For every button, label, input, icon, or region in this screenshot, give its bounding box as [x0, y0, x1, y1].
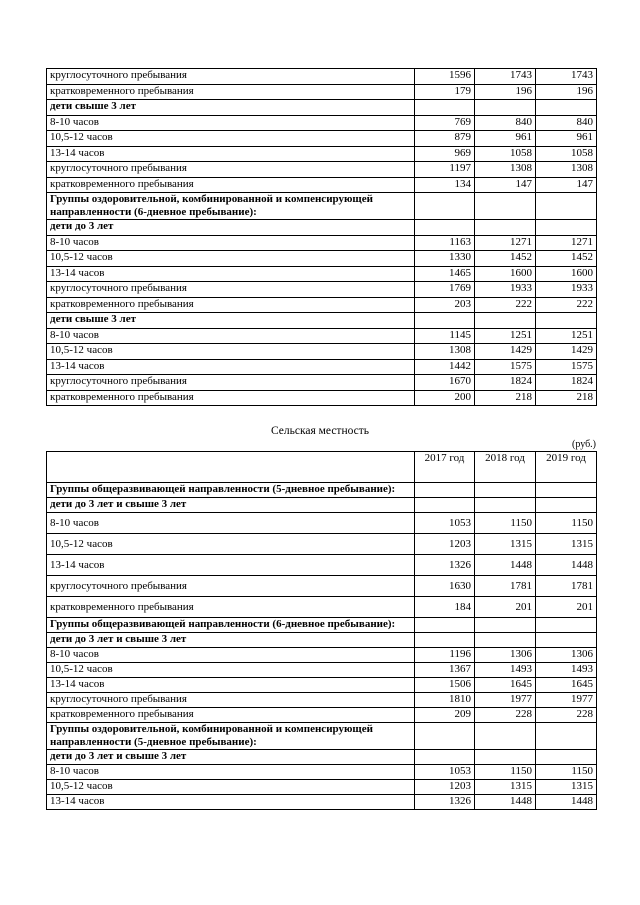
value-cell: 1203 [415, 534, 475, 555]
value-cell [415, 483, 475, 498]
row-label: кратковременного пребывания [47, 177, 415, 193]
value-cell [536, 618, 597, 633]
group-label: дети до 3 лет [47, 220, 415, 236]
row-label: кратковременного пребывания [47, 708, 415, 723]
value-cell: 1645 [475, 678, 536, 693]
value-cell: 1429 [536, 344, 597, 360]
row-label: круглосуточного пребывания [47, 576, 415, 597]
value-cell: 1769 [415, 282, 475, 298]
value-cell: 1448 [475, 795, 536, 810]
value-cell [536, 100, 597, 116]
rural-tariff-table [46, 451, 597, 810]
value-cell: 1197 [415, 162, 475, 178]
value-cell: 147 [475, 177, 536, 193]
group-label: дети до 3 лет и свыше 3 лет [47, 633, 415, 648]
value-cell [475, 618, 536, 633]
value-cell: 1326 [415, 795, 475, 810]
value-cell: 1150 [475, 765, 536, 780]
group-label: дети свыше 3 лет [47, 313, 415, 329]
group-header-row [47, 723, 597, 750]
value-cell: 222 [536, 297, 597, 313]
row-label: круглосуточного пребывания [47, 162, 415, 178]
value-cell [475, 750, 536, 765]
group-header-row [47, 100, 597, 116]
row-label: 10,5-12 часов [47, 780, 415, 795]
header-empty-cell [47, 452, 415, 483]
value-cell: 1315 [536, 534, 597, 555]
value-cell [475, 100, 536, 116]
table2-header [47, 452, 597, 483]
group-header-row [47, 193, 597, 220]
table-row [47, 177, 597, 193]
currency-unit: (руб.) [572, 439, 596, 450]
value-cell: 1452 [536, 251, 597, 267]
value-cell: 1367 [415, 663, 475, 678]
table-row [47, 678, 597, 693]
value-cell [475, 633, 536, 648]
group-label: Группы оздоровительной, комбинированной и компенсирующей направленности (5-дневное пребывание): [47, 723, 415, 750]
table-row [47, 597, 597, 618]
value-cell: 1308 [475, 162, 536, 178]
row-label: 8-10 часов [47, 513, 415, 534]
value-cell: 1977 [536, 693, 597, 708]
table-row [47, 534, 597, 555]
table-row [47, 131, 597, 147]
value-cell: 1306 [475, 648, 536, 663]
value-cell [536, 633, 597, 648]
table-row [47, 359, 597, 375]
value-cell [415, 618, 475, 633]
value-cell [475, 498, 536, 513]
value-cell [536, 313, 597, 329]
value-cell: 1448 [536, 555, 597, 576]
value-cell: 1465 [415, 266, 475, 282]
value-cell: 1306 [536, 648, 597, 663]
value-cell [475, 483, 536, 498]
value-cell: 1429 [475, 344, 536, 360]
value-cell: 1271 [475, 235, 536, 251]
group-label: Группы оздоровительной, комбинированной и компенсирующей направленности (6-дневное пребывание): [47, 193, 415, 220]
value-cell [475, 723, 536, 750]
row-label: 10,5-12 часов [47, 534, 415, 555]
tariff-table-continued [46, 68, 597, 406]
value-cell: 1575 [536, 359, 597, 375]
value-cell: 1196 [415, 648, 475, 663]
value-cell: 1824 [536, 375, 597, 391]
row-label: 13-14 часов [47, 146, 415, 162]
value-cell: 1933 [475, 282, 536, 298]
value-cell: 1645 [536, 678, 597, 693]
value-cell: 1600 [475, 266, 536, 282]
value-cell: 879 [415, 131, 475, 147]
table-row [47, 235, 597, 251]
value-cell: 1600 [536, 266, 597, 282]
value-cell: 1058 [536, 146, 597, 162]
value-cell: 1448 [475, 555, 536, 576]
row-label: 8-10 часов [47, 648, 415, 663]
group-header-row [47, 618, 597, 633]
group-header-row [47, 483, 597, 498]
value-cell: 1326 [415, 555, 475, 576]
value-cell [475, 220, 536, 236]
value-cell: 1150 [475, 513, 536, 534]
group-label: дети до 3 лет и свыше 3 лет [47, 750, 415, 765]
value-cell: 1330 [415, 251, 475, 267]
value-cell: 1933 [536, 282, 597, 298]
column-header: 2019 год [536, 452, 597, 483]
value-cell: 1150 [536, 765, 597, 780]
value-cell [536, 723, 597, 750]
table-row [47, 648, 597, 663]
row-label: 13-14 часов [47, 678, 415, 693]
row-label: кратковременного пребывания [47, 297, 415, 313]
table1-body [47, 69, 597, 406]
value-cell: 1053 [415, 765, 475, 780]
value-cell: 769 [415, 115, 475, 131]
value-cell [415, 220, 475, 236]
table-row [47, 708, 597, 723]
table-row [47, 282, 597, 298]
value-cell: 1271 [536, 235, 597, 251]
table-row [47, 765, 597, 780]
column-header: 2017 год [415, 452, 475, 483]
value-cell: 1053 [415, 513, 475, 534]
row-label: 13-14 часов [47, 795, 415, 810]
value-cell: 147 [536, 177, 597, 193]
table-row [47, 663, 597, 678]
section-title: Сельская местность [270, 425, 370, 437]
value-cell: 1315 [475, 534, 536, 555]
value-cell: 218 [536, 390, 597, 406]
row-label: 10,5-12 часов [47, 131, 415, 147]
value-cell: 1781 [475, 576, 536, 597]
value-cell [415, 723, 475, 750]
value-cell: 1493 [475, 663, 536, 678]
value-cell: 1315 [536, 780, 597, 795]
value-cell: 134 [415, 177, 475, 193]
group-label: дети до 3 лет и свыше 3 лет [47, 498, 415, 513]
table-row [47, 375, 597, 391]
value-cell [536, 750, 597, 765]
table-row [47, 555, 597, 576]
table-row [47, 576, 597, 597]
value-cell: 840 [536, 115, 597, 131]
group-header-row [47, 498, 597, 513]
row-label: круглосуточного пребывания [47, 282, 415, 298]
value-cell: 1442 [415, 359, 475, 375]
row-label: 10,5-12 часов [47, 251, 415, 267]
group-header-row [47, 220, 597, 236]
value-cell [415, 498, 475, 513]
value-cell [415, 750, 475, 765]
value-cell: 1575 [475, 359, 536, 375]
value-cell [536, 498, 597, 513]
value-cell: 196 [475, 84, 536, 100]
table-row [47, 115, 597, 131]
value-cell: 1251 [475, 328, 536, 344]
table-header-row [47, 452, 597, 483]
table-row [47, 251, 597, 267]
group-label: дети свыше 3 лет [47, 100, 415, 116]
value-cell: 228 [536, 708, 597, 723]
value-cell: 1251 [536, 328, 597, 344]
table-row [47, 146, 597, 162]
row-label: круглосуточного пребывания [47, 375, 415, 391]
row-label: 8-10 часов [47, 115, 415, 131]
value-cell: 961 [536, 131, 597, 147]
row-label: 13-14 часов [47, 266, 415, 282]
value-cell: 201 [475, 597, 536, 618]
value-cell [536, 220, 597, 236]
value-cell: 1630 [415, 576, 475, 597]
value-cell: 1058 [475, 146, 536, 162]
value-cell: 228 [475, 708, 536, 723]
table-row [47, 780, 597, 795]
value-cell: 1743 [475, 69, 536, 85]
value-cell: 200 [415, 390, 475, 406]
value-cell: 840 [475, 115, 536, 131]
table-row [47, 69, 597, 85]
table-row [47, 297, 597, 313]
value-cell: 1163 [415, 235, 475, 251]
value-cell: 1308 [415, 344, 475, 360]
value-cell [415, 633, 475, 648]
row-label: 10,5-12 часов [47, 344, 415, 360]
row-label: 8-10 часов [47, 328, 415, 344]
group-header-row [47, 313, 597, 329]
row-label: кратковременного пребывания [47, 84, 415, 100]
table-row [47, 693, 597, 708]
table-row [47, 513, 597, 534]
group-header-row [47, 750, 597, 765]
value-cell [536, 193, 597, 220]
group-header-row [47, 633, 597, 648]
table-row [47, 162, 597, 178]
row-label: 8-10 часов [47, 235, 415, 251]
row-label: 10,5-12 часов [47, 663, 415, 678]
value-cell: 969 [415, 146, 475, 162]
value-cell [415, 313, 475, 329]
value-cell: 218 [475, 390, 536, 406]
value-cell: 203 [415, 297, 475, 313]
value-cell: 1781 [536, 576, 597, 597]
value-cell: 179 [415, 84, 475, 100]
value-cell [415, 100, 475, 116]
value-cell: 1448 [536, 795, 597, 810]
row-label: кратковременного пребывания [47, 390, 415, 406]
value-cell [475, 193, 536, 220]
value-cell: 1145 [415, 328, 475, 344]
row-label: круглосуточного пребывания [47, 69, 415, 85]
value-cell: 1596 [415, 69, 475, 85]
row-label: круглосуточного пребывания [47, 693, 415, 708]
value-cell: 1315 [475, 780, 536, 795]
value-cell: 1506 [415, 678, 475, 693]
value-cell: 1150 [536, 513, 597, 534]
value-cell: 201 [536, 597, 597, 618]
value-cell [475, 313, 536, 329]
group-label: Группы общеразвивающей направленности (6-дневное пребывание): [47, 618, 415, 633]
row-label: 13-14 часов [47, 555, 415, 576]
table-row [47, 84, 597, 100]
value-cell: 961 [475, 131, 536, 147]
column-header: 2018 год [475, 452, 536, 483]
table-row [47, 328, 597, 344]
table2-body [47, 483, 597, 810]
table-row [47, 266, 597, 282]
value-cell: 1743 [536, 69, 597, 85]
value-cell: 184 [415, 597, 475, 618]
group-label: Группы общеразвивающей направленности (5-дневное пребывание): [47, 483, 415, 498]
value-cell: 1452 [475, 251, 536, 267]
row-label: 8-10 часов [47, 765, 415, 780]
table-row [47, 344, 597, 360]
row-label: 13-14 часов [47, 359, 415, 375]
row-label: кратковременного пребывания [47, 597, 415, 618]
value-cell: 1824 [475, 375, 536, 391]
table-row [47, 795, 597, 810]
value-cell: 1308 [536, 162, 597, 178]
value-cell [415, 193, 475, 220]
value-cell: 1977 [475, 693, 536, 708]
value-cell: 222 [475, 297, 536, 313]
value-cell: 209 [415, 708, 475, 723]
value-cell: 1203 [415, 780, 475, 795]
value-cell [536, 483, 597, 498]
value-cell: 1670 [415, 375, 475, 391]
value-cell: 196 [536, 84, 597, 100]
value-cell: 1493 [536, 663, 597, 678]
table-row [47, 390, 597, 406]
value-cell: 1810 [415, 693, 475, 708]
